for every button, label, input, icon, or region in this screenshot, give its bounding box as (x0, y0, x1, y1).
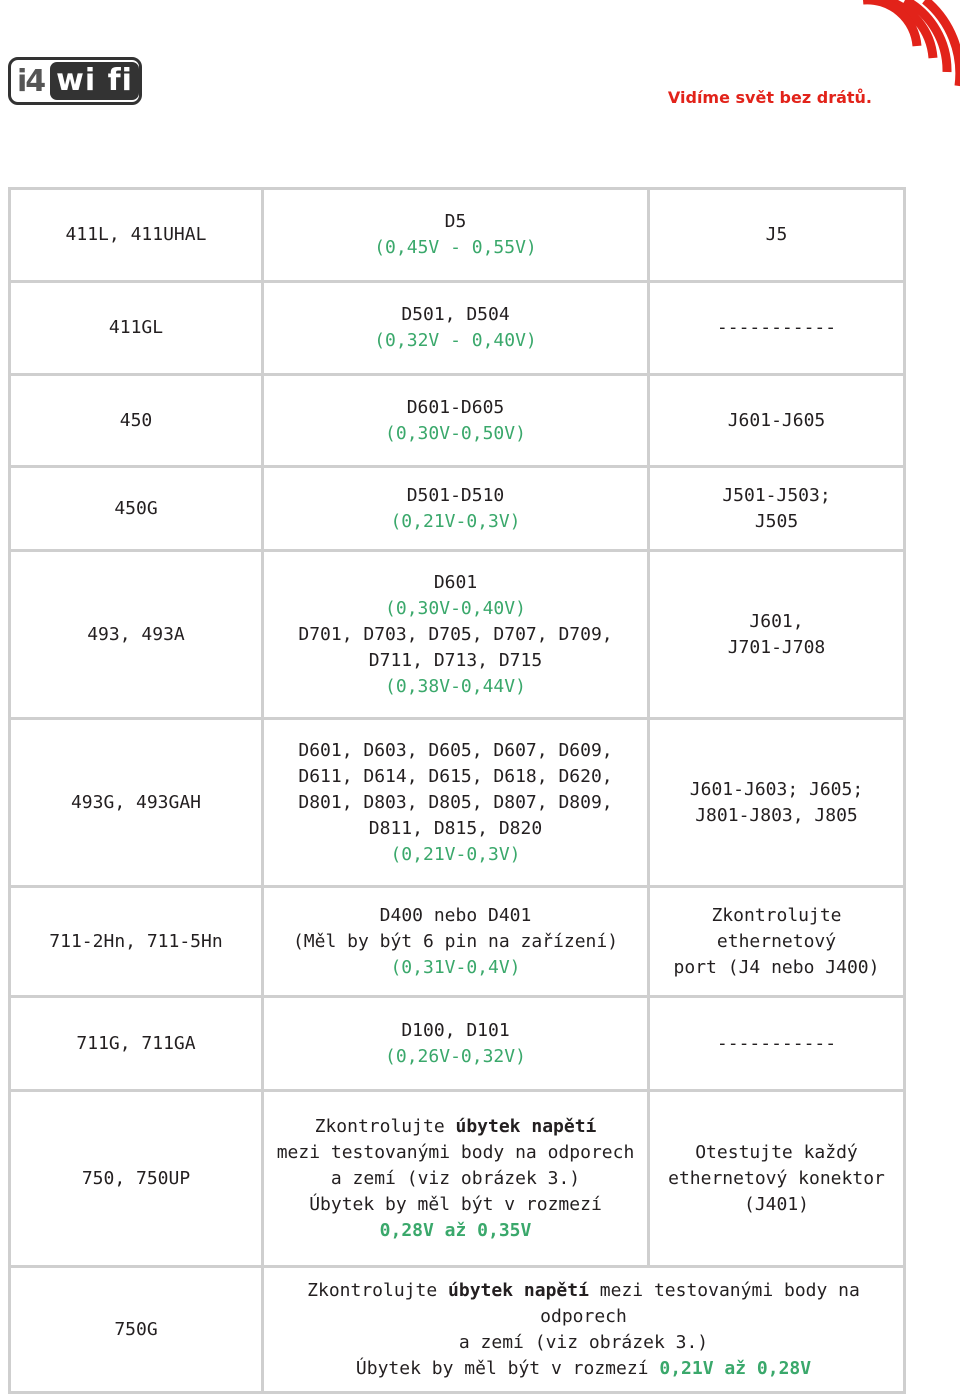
logo-prefix: i4 (17, 63, 45, 99)
jumper-cell: ----------- (649, 997, 905, 1091)
jumper-cell: Otestujte každý ethernetový konektor (J401) (649, 1091, 905, 1267)
diode-cell: D501-D510 (0,21V-0,3V) (263, 467, 649, 551)
table-row (10, 997, 905, 1091)
diode-cell: D5 (0,45V - 0,55V) (263, 189, 649, 282)
table-row (10, 551, 905, 719)
i4wifi-logo (8, 57, 142, 105)
jumper-cell: ----------- (649, 282, 905, 375)
diode-cell: D601 (0,30V-0,40V) D701, D703, D705, D707, D709, D711, D713, D715 (0,38V-0,44V) (263, 551, 649, 719)
jumper-cell: J601-J603; J605; J801-J803, J805 (649, 719, 905, 887)
model-cell: 411L, 411UHAL (10, 189, 263, 282)
diode-cell: D601-D605 (0,30V-0,50V) (263, 375, 649, 467)
jumper-cell: J601-J605 (649, 375, 905, 467)
model-cell: 750, 750UP (10, 1091, 263, 1267)
table-row (10, 282, 905, 375)
jumper-cell: J601, J701-J708 (649, 551, 905, 719)
model-cell: 711-2Hn, 711-5Hn (10, 887, 263, 997)
model-cell: 450 (10, 375, 263, 467)
table-row (10, 1267, 905, 1393)
diode-cell: D400 nebo D401 (Měl by být 6 pin na zařízení) (0,31V-0,4V) (263, 887, 649, 997)
tagline: Vidíme svět bez drátů. (667, 88, 872, 107)
table-row (10, 467, 905, 551)
model-cell: 493, 493A (10, 551, 263, 719)
diode-voltage-table (8, 187, 906, 1394)
diode-cell: Zkontrolujte úbytek napětí mezi testovanými body na odporech a zemí (viz obrázek 3.) Úbytek by měl být v rozmezí 0,21V až 0,28V (263, 1267, 905, 1393)
table-row (10, 375, 905, 467)
jumper-cell: J5 (649, 189, 905, 282)
diode-cell: D100, D101 (0,26V-0,32V) (263, 997, 649, 1091)
jumper-cell: Zkontrolujte ethernetový port (J4 nebo J400) (649, 887, 905, 997)
table-row (10, 887, 905, 997)
table-row (10, 1091, 905, 1267)
diode-cell: Zkontrolujte úbytek napětí mezi testovanými body na odporech a zemí (viz obrázek 3.) Úbytek by měl být v rozmezí 0,28V až 0,35V (263, 1091, 649, 1267)
model-cell: 450G (10, 467, 263, 551)
logo-main: wi fi (50, 62, 139, 100)
model-cell: 411GL (10, 282, 263, 375)
model-cell: 750G (10, 1267, 263, 1393)
table-row (10, 719, 905, 887)
model-cell: 493G, 493GAH (10, 719, 263, 887)
jumper-cell: J501-J503; J505 (649, 467, 905, 551)
diode-cell: D601, D603, D605, D607, D609, D611, D614, D615, D618, D620, D801, D803, D805, D807, D809, D811, D815, D820 (0,21V-0,3V) (263, 719, 649, 887)
model-cell: 711G, 711GA (10, 997, 263, 1091)
diode-cell: D501, D504 (0,32V - 0,40V) (263, 282, 649, 375)
table-row (10, 189, 905, 282)
